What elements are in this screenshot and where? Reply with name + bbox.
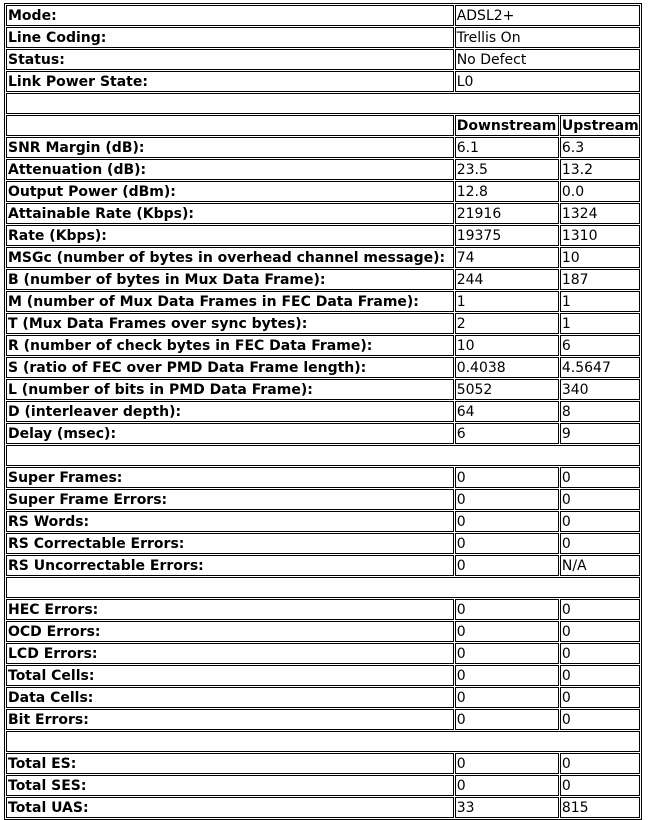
column-header-row xyxy=(6,115,640,136)
upstream-value: 0 xyxy=(560,665,640,686)
row-label: Attenuation (dB): xyxy=(6,159,454,180)
table-row xyxy=(6,599,640,620)
spacer-cell xyxy=(6,577,640,598)
row-label: Delay (msec): xyxy=(6,423,454,444)
upstream-value: 13.2 xyxy=(560,159,640,180)
upstream-value: 6 xyxy=(560,335,640,356)
upstream-value: 0 xyxy=(560,489,640,510)
row-label: R (number of check bytes in FEC Data Frame): xyxy=(6,335,454,356)
table-row xyxy=(6,401,640,422)
downstream-value: 0 xyxy=(455,533,559,554)
upstream-value: 1324 xyxy=(560,203,640,224)
row-label: T (Mux Data Frames over sync bytes): xyxy=(6,313,454,334)
downstream-value: 0 xyxy=(455,511,559,532)
row-label: Output Power (dBm): xyxy=(6,181,454,202)
row-label: Total ES: xyxy=(6,753,454,774)
downstream-value: 0 xyxy=(455,489,559,510)
upstream-value: 0 xyxy=(560,643,640,664)
row-label: Data Cells: xyxy=(6,687,454,708)
upstream-value: 0 xyxy=(560,621,640,642)
table-row xyxy=(6,181,640,202)
row-value: ADSL2+ xyxy=(455,5,640,26)
row-label: Mode: xyxy=(6,5,454,26)
table-row xyxy=(6,753,640,774)
downstream-value: 0 xyxy=(455,753,559,774)
stats-table-body xyxy=(6,5,640,818)
row-value: Trellis On xyxy=(455,27,640,48)
upstream-value: 1310 xyxy=(560,225,640,246)
downstream-value: 23.5 xyxy=(455,159,559,180)
upstream-value: 0 xyxy=(560,599,640,620)
table-row xyxy=(6,313,640,334)
row-label: B (number of bytes in Mux Data Frame): xyxy=(6,269,454,290)
row-label: L (number of bits in PMD Data Frame): xyxy=(6,379,454,400)
table-row xyxy=(6,159,640,180)
upstream-value: N/A xyxy=(560,555,640,576)
table-row xyxy=(6,247,640,268)
downstream-value: 0 xyxy=(455,555,559,576)
upstream-value: 0 xyxy=(560,511,640,532)
upstream-value: 0 xyxy=(560,533,640,554)
spacer-row xyxy=(6,731,640,752)
spacer-row xyxy=(6,93,640,114)
downstream-value: 74 xyxy=(455,247,559,268)
header-blank-cell xyxy=(6,115,454,136)
row-label: OCD Errors: xyxy=(6,621,454,642)
table-row xyxy=(6,489,640,510)
upstream-header: Upstream xyxy=(560,115,640,136)
downstream-value: 19375 xyxy=(455,225,559,246)
downstream-value: 1 xyxy=(455,291,559,312)
row-value: L0 xyxy=(455,71,640,92)
downstream-value: 21916 xyxy=(455,203,559,224)
table-row xyxy=(6,137,640,158)
spacer-row xyxy=(6,445,640,466)
upstream-value: 1 xyxy=(560,313,640,334)
downstream-value: 0 xyxy=(455,467,559,488)
upstream-value: 0 xyxy=(560,687,640,708)
table-row xyxy=(6,291,640,312)
table-row xyxy=(6,269,640,290)
downstream-value: 0.4038 xyxy=(455,357,559,378)
table-row xyxy=(6,533,640,554)
downstream-value: 0 xyxy=(455,599,559,620)
upstream-value: 0 xyxy=(560,775,640,796)
row-label: Attainable Rate (Kbps): xyxy=(6,203,454,224)
row-label: MSGc (number of bytes in overhead channel message): xyxy=(6,247,454,268)
row-label: Total Cells: xyxy=(6,665,454,686)
row-label: Super Frames: xyxy=(6,467,454,488)
row-label: RS Uncorrectable Errors: xyxy=(6,555,454,576)
row-label: D (interleaver depth): xyxy=(6,401,454,422)
downstream-value: 0 xyxy=(455,687,559,708)
spacer-cell xyxy=(6,445,640,466)
row-label: Line Coding: xyxy=(6,27,454,48)
table-row xyxy=(6,225,640,246)
upstream-value: 0.0 xyxy=(560,181,640,202)
upstream-value: 8 xyxy=(560,401,640,422)
row-label: SNR Margin (dB): xyxy=(6,137,454,158)
mode-row xyxy=(6,5,640,26)
spacer-cell xyxy=(6,731,640,752)
row-label: LCD Errors: xyxy=(6,643,454,664)
downstream-value: 0 xyxy=(455,709,559,730)
upstream-value: 9 xyxy=(560,423,640,444)
upstream-value: 340 xyxy=(560,379,640,400)
table-row xyxy=(6,467,640,488)
upstream-value: 1 xyxy=(560,291,640,312)
downstream-value: 0 xyxy=(455,665,559,686)
row-label: Super Frame Errors: xyxy=(6,489,454,510)
row-label: Bit Errors: xyxy=(6,709,454,730)
spacer-row xyxy=(6,577,640,598)
table-row xyxy=(6,665,640,686)
table-row xyxy=(6,335,640,356)
downstream-value: 6.1 xyxy=(455,137,559,158)
downstream-value: 12.8 xyxy=(455,181,559,202)
row-label: S (ratio of FEC over PMD Data Frame length): xyxy=(6,357,454,378)
table-row xyxy=(6,709,640,730)
table-row xyxy=(6,357,640,378)
upstream-value: 0 xyxy=(560,709,640,730)
row-label: RS Correctable Errors: xyxy=(6,533,454,554)
table-row xyxy=(6,687,640,708)
adsl-statistics-table xyxy=(4,3,642,820)
line-coding-row xyxy=(6,27,640,48)
downstream-value: 6 xyxy=(455,423,559,444)
table-row xyxy=(6,511,640,532)
downstream-value: 0 xyxy=(455,643,559,664)
row-label: HEC Errors: xyxy=(6,599,454,620)
status-row xyxy=(6,49,640,70)
link-power-state-row xyxy=(6,71,640,92)
row-label: Rate (Kbps): xyxy=(6,225,454,246)
downstream-value: 64 xyxy=(455,401,559,422)
row-label: Total UAS: xyxy=(6,797,454,818)
upstream-value: 0 xyxy=(560,753,640,774)
table-row xyxy=(6,555,640,576)
upstream-value: 4.5647 xyxy=(560,357,640,378)
upstream-value: 0 xyxy=(560,467,640,488)
downstream-value: 33 xyxy=(455,797,559,818)
upstream-value: 815 xyxy=(560,797,640,818)
table-row xyxy=(6,621,640,642)
table-row xyxy=(6,423,640,444)
upstream-value: 10 xyxy=(560,247,640,268)
row-label: M (number of Mux Data Frames in FEC Data Frame): xyxy=(6,291,454,312)
spacer-cell xyxy=(6,93,640,114)
row-label: Status: xyxy=(6,49,454,70)
table-row xyxy=(6,379,640,400)
table-row xyxy=(6,203,640,224)
downstream-value: 244 xyxy=(455,269,559,290)
upstream-value: 6.3 xyxy=(560,137,640,158)
downstream-value: 0 xyxy=(455,621,559,642)
downstream-header: Downstream xyxy=(455,115,559,136)
row-label: Link Power State: xyxy=(6,71,454,92)
downstream-value: 0 xyxy=(455,775,559,796)
table-row xyxy=(6,643,640,664)
downstream-value: 2 xyxy=(455,313,559,334)
upstream-value: 187 xyxy=(560,269,640,290)
table-row xyxy=(6,775,640,796)
row-label: Total SES: xyxy=(6,775,454,796)
downstream-value: 5052 xyxy=(455,379,559,400)
row-label: RS Words: xyxy=(6,511,454,532)
downstream-value: 10 xyxy=(455,335,559,356)
row-value: No Defect xyxy=(455,49,640,70)
